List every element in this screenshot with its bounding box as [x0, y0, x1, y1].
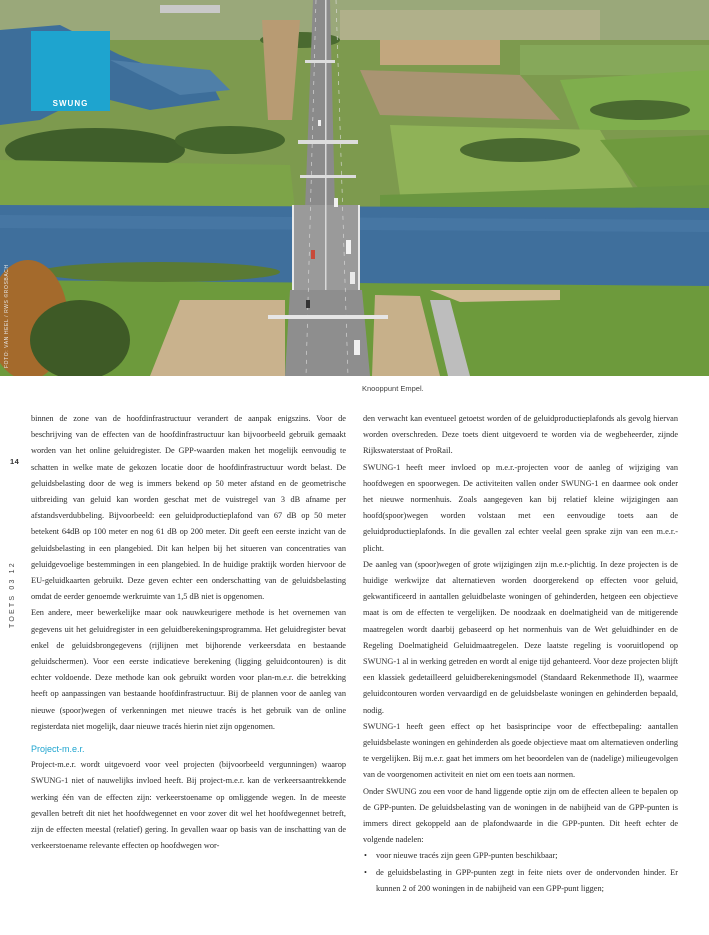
aerial-photo — [0, 0, 709, 376]
right-column — [363, 411, 678, 897]
photo-credit: FOTO: VAN HEEL / RWS ©ROSBACH — [4, 264, 10, 368]
bullet-list — [363, 848, 678, 897]
section-tag — [31, 31, 110, 111]
paragraph: SWUNG-1 heeft meer invloed op m.e.r.-projecten voor de aanleg of wijziging van hoofdwegen en spoorwegen. De activiteiten vallen onder SWUNG-1 en daarmee ook onder het nieuwe normenhuis. Zoals aangegeven kan bij relatief kleine wijzigingen aan hoofd(spoor)wegen worden volstaan met een eenvoudige toets aan de geluidproductieplafonds. In die gevallen zal echter veelal geen sprake zijn van een m.e.r.-plicht. — [363, 462, 678, 553]
paragraph: De aanleg van (spoor)wegen of grote wijzigingen zijn m.e.r-plichtig. In deze projecten is de huidige werkwijze dat alternatieven worden doorgerekend op effecten voor geluid, gekwantificeerd in aantallen geluidbelaste woningen of gehinderden, hetgeen een objectieve maat is om de effecten te vergelijken. De noodzaak en doelmatigheid van de mitigerende maatregelen wordt daarbij gebaseerd op het normenhuis van de Wet geluidhinder en de Regeling Doelmatigheid Geluidmaatregelen. Deze laatste regeling is vooruitlopend op SWUNG-1 al in werking getreden en wordt al enige tijd gehanteerd. Voor deze projecten blijft een klassiek gedetailleerd geluidberekeningsmodel (Standaard Rekenmethode II), waarmee geluidcontouren worden vervaardigd en de geluidsbelaste woningen en gehinderden bepaald, nodig. — [363, 559, 678, 715]
photo-caption: Knooppunt Empel. — [362, 384, 424, 393]
paragraph: SWUNG-1 heeft geen effect op het basisprincipe voor de effectbepaling: aantallen geluidsbelaste woningen en gehinderden als goede objectieve maat om alternatieven onderling te vergelijken. Bij m.e.r. gaat het immers om het beoordelen van de (nadelige) milieugevolgen van de voorgenomen activiteit en niet om een toets aan normen. — [363, 721, 678, 780]
paragraph: Project-m.e.r. wordt uitgevoerd voor veel projecten (bijvoorbeeld vergunningen) waarop SWUNG-1 niet of nauwelijks invloed heeft. Bij project-m.e.r. kan de verkeersaantrekkende werking één van de effecten zijn: verkeerstoename op omliggende wegen. In de meeste gevallen betreft dit niet het hoofdwegennet en voor zover dit wel het hoofdwegennet betreft, zijn de effecten meestal (relatief) gering. In gevallen waar op basis van de inschatting van de verkeerstoename relevante effecten op hoofdwegen wor- — [31, 760, 346, 851]
paragraph: binnen de zone van de hoofdinfrastructuur verandert de aanpak enigszins. Voor de beschrijving van de effecten van de hoofdinfrastructuur kan bijvoorbeeld gebruik gemaakt worden van het online geluidregister. De GPP-waarden maken het mogelijk eenvoudig te schatten in welke mate de gekozen locatie door de hoofdinfrastructuur wordt belast. De geluidsbelasting door de weg is immers bekend op 50 meter afstand en de geometrische uitbreiding van geluid kan worden geschat met de vuistregel van 3 dB afname per afstandsverdubbeling. Bijvoorbeeld: een geluidproductieplafond van 67 dB op 50 meter betekent 64dB op 100 meter en nog 61 dB op 200 meter. Dit geeft een eerste inzicht van de geluidsbelasting in een plangebied. Dit kan helpen bij het situeren van concentraties van geluidgevoelige bestemmingen in een plangebied. In de huidige praktijk worden hiervoor de EU-geluidkaarten gebruikt. Deze geven echter een onderschatting van de geluidsbelasting omdat de eerder genoemde werkruimte van 1,5 dB niet is opgenomen. — [31, 414, 346, 602]
section-heading: Project-m.e.r. — [31, 744, 85, 755]
section-tag-label: SWUNG — [52, 99, 89, 108]
paragraph: Een andere, meer bewerkelijke maar ook nauwkeurigere methode is het overnemen van gegevens uit het geluidregister in een geluidberekeningsprogramma. Het geluidregister bevat enkel de geluidsbrongegevens (rijlijnen met bijhorende verkeersdata en bestaande geluidschermen). Voor een eerste indicatieve berekening (ligging geluidcontouren) is dit echter voldoende. Deze methode kan ook gebruikt worden voor plan-m.e.r. die betrekking heeft op aanpassingen van bestaande hoofdinfrastructuur. Bij de plannen voor de aanleg van nieuwe (spoor)wegen of verkenningen met nieuwe tracés is het gebruik van de online registerdata niet mogelijk, daar nieuwe tracés hierin niet zijn opgenomen. — [31, 608, 346, 731]
list-item: • voor nieuwe tracés zijn geen GPP-punten beschikbaar; — [376, 848, 678, 864]
list-item: • de geluidsbelasting in GPP-punten zegt in feite niets over de ondervonden hinder. Er kunnen 2 of 200 woningen in de nabijheid van een GPP-punt liggen; — [376, 865, 678, 897]
paragraph: Onder SWUNG zou een voor de hand liggende optie zijn om de effecten alleen te bepalen op de GPP-punten. De geluidsbelasting van de woningen in de nabijheid van de GPP-punten is immers direct gekoppeld aan de plafondwaarde in die GPP-punten. Dit heeft echter de volgende nadelen: — [363, 786, 678, 845]
page-number: 14 — [10, 457, 20, 466]
paragraph: den verwacht kan eventueel getoetst worden of de geluidproductieplafonds als gevolg hiervan worden overschreden. Deze toets dient uitgevoerd te worden via de wegbeheerder, zijnde Rijkswaterstaat of ProRail. — [363, 414, 678, 456]
left-column — [31, 411, 346, 854]
issue-label: TOETS 03 12 — [9, 561, 16, 628]
